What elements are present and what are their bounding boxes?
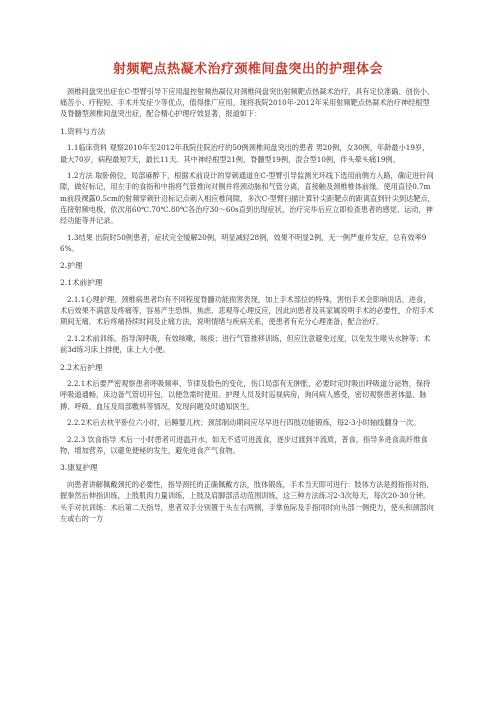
page-title: 射频靶点热凝术治疗颈椎间盘突出的护理体会 [112,62,383,77]
section-1-heading: 1.资料与方法 [60,126,106,136]
section-3-paragraph: 向患者讲解佩戴颈托的必要性，指导颈托的正确佩戴方法，肢体锻炼，手术当天即可进行：肢体方法是拇指指对指，握拳然后伸指训练，上肢肌肉力量训练，上肢及肩脚部活动范围训练，这三种方法练习2-3次每天，每次20-30分钟。头手对抗训练：术后第二天指导，患者双手分别置于头左右两侧，手掌鱼际及手指同时向头部一侧使力，使头和颈部向左或右的一方 [60,480,434,523]
section-2-2-1-paragraph: 2.2.1术后要严密观察患者呼吸频率、节律及脸色的变化，伤口局部有无肿胀，必要时定时吸出呼吸道分泌物，保持呼吸道通畅，床边备气管切开包，以便急需时使用。护理人员及时巡视病房，询问病人感受，密切观察患者体温、脉搏、呼吸、血压及局部敷料等情况，发现问题及时通知医生。 [60,379,431,411]
section-1-2-paragraph: 1.2方法 取卧俯位，局部麻醉下，根据术前设计的穿刺通道在C-型臂引导监测光环线下选用前侧方入路，确定进针间隙，做好标记，用左手的食指和中指将气管推向对侧并将颈动脉和气管分离，直接触及颈椎椎体前缘。使用直径0.7mm前段裸露0.5cm的射频穿刺针沿标记点刺入相应椎间隙，多次C-型臂扫描计算针尖距靶点的距离直到针尖到达靶点，连接射频电极，依次用60℃.70℃.80℃各治疗30～60s直到出现症状，治疗完毕后应立即检查患者的感觉、运动，神经功能等并记录。 [60,171,435,226]
article-body [60,86,436,530]
section-2-2-2-paragraph: 2.2.2术后去枕平卧位六小时，后睡婴儿枕；颈部制动期间应尽早进行四肢功能锻炼，每2-3小时轴线翻身一次。 [67,418,421,428]
section-2-1-1-paragraph: 2.1.1心理护理。颈椎病患者均有不同程度脊髓功能损害表现，加上手术部位的特殊，害怕手术会影响说话、进食，术后效果不满意及疼痛等，容易产生恐惧、焦虑、悲观等心理反应，因此向患者及其家属说明手术的必要性，介绍手术期间无痛，术后疼痛持续时间及止痛方法，说明情绪与疾病关系，使患者有充分心理准备，配合治疗。 [60,295,434,327]
section-1-3-paragraph: 1.3结果 出院时50例患者，症状完全缓解20例，明显减轻28例，效果不明显2例，无一例严重并发症，总有效率96%。 [60,232,427,253]
intro-paragraph: 颈椎间盘突出症在C-型臂引导下应用温控射频热凝仪对颈椎间盘突出射频靶点热凝术治疗，具有定位准确、创伤小、痛苦小、疗程短、手术并发症少等优点，值得推广应用。现将我院2010年-2012年采用射频靶点热凝术治疗神经根型及脊髓型颈椎间盘突出症，配合精心护理疗效显著，报道如下： [60,87,435,119]
section-2-1-2-paragraph: 2.1.2术前训练。指导深呼吸，有效咳嗽，咳痰；进行气管推移训练，但应注意避免过度，以免发生喉头水肿等；术前3d练习床上排便，床上大小便。 [60,334,431,355]
section-2-2-heading: 2.2术后护理 [60,362,103,372]
section-2-1-heading: 2.1术前护理 [60,278,103,288]
section-2-heading: 2.护理 [60,261,83,271]
section-3-heading: 3.康复护理 [60,463,98,473]
section-2-2-3-paragraph: 2.2.3 饮食指导 术后一小时患者可进温开水，如无不适可进流食，逐步过渡到半流质，普食，指导多进食高纤维食物，增加营养，以避免便秘的发生，避免进食产气食物。 [60,435,428,456]
section-1-1-paragraph: 1.1临床资料 观察2010年至2012年我院住院治疗的50例颈椎间盘突出的患者 男20例，女30例，年龄最小19岁，最大70岁，病程最短7天，最长11天。其中神经根型21例，脊髓型19例，混合型10例，伴头晕头痛19例。 [60,143,430,164]
